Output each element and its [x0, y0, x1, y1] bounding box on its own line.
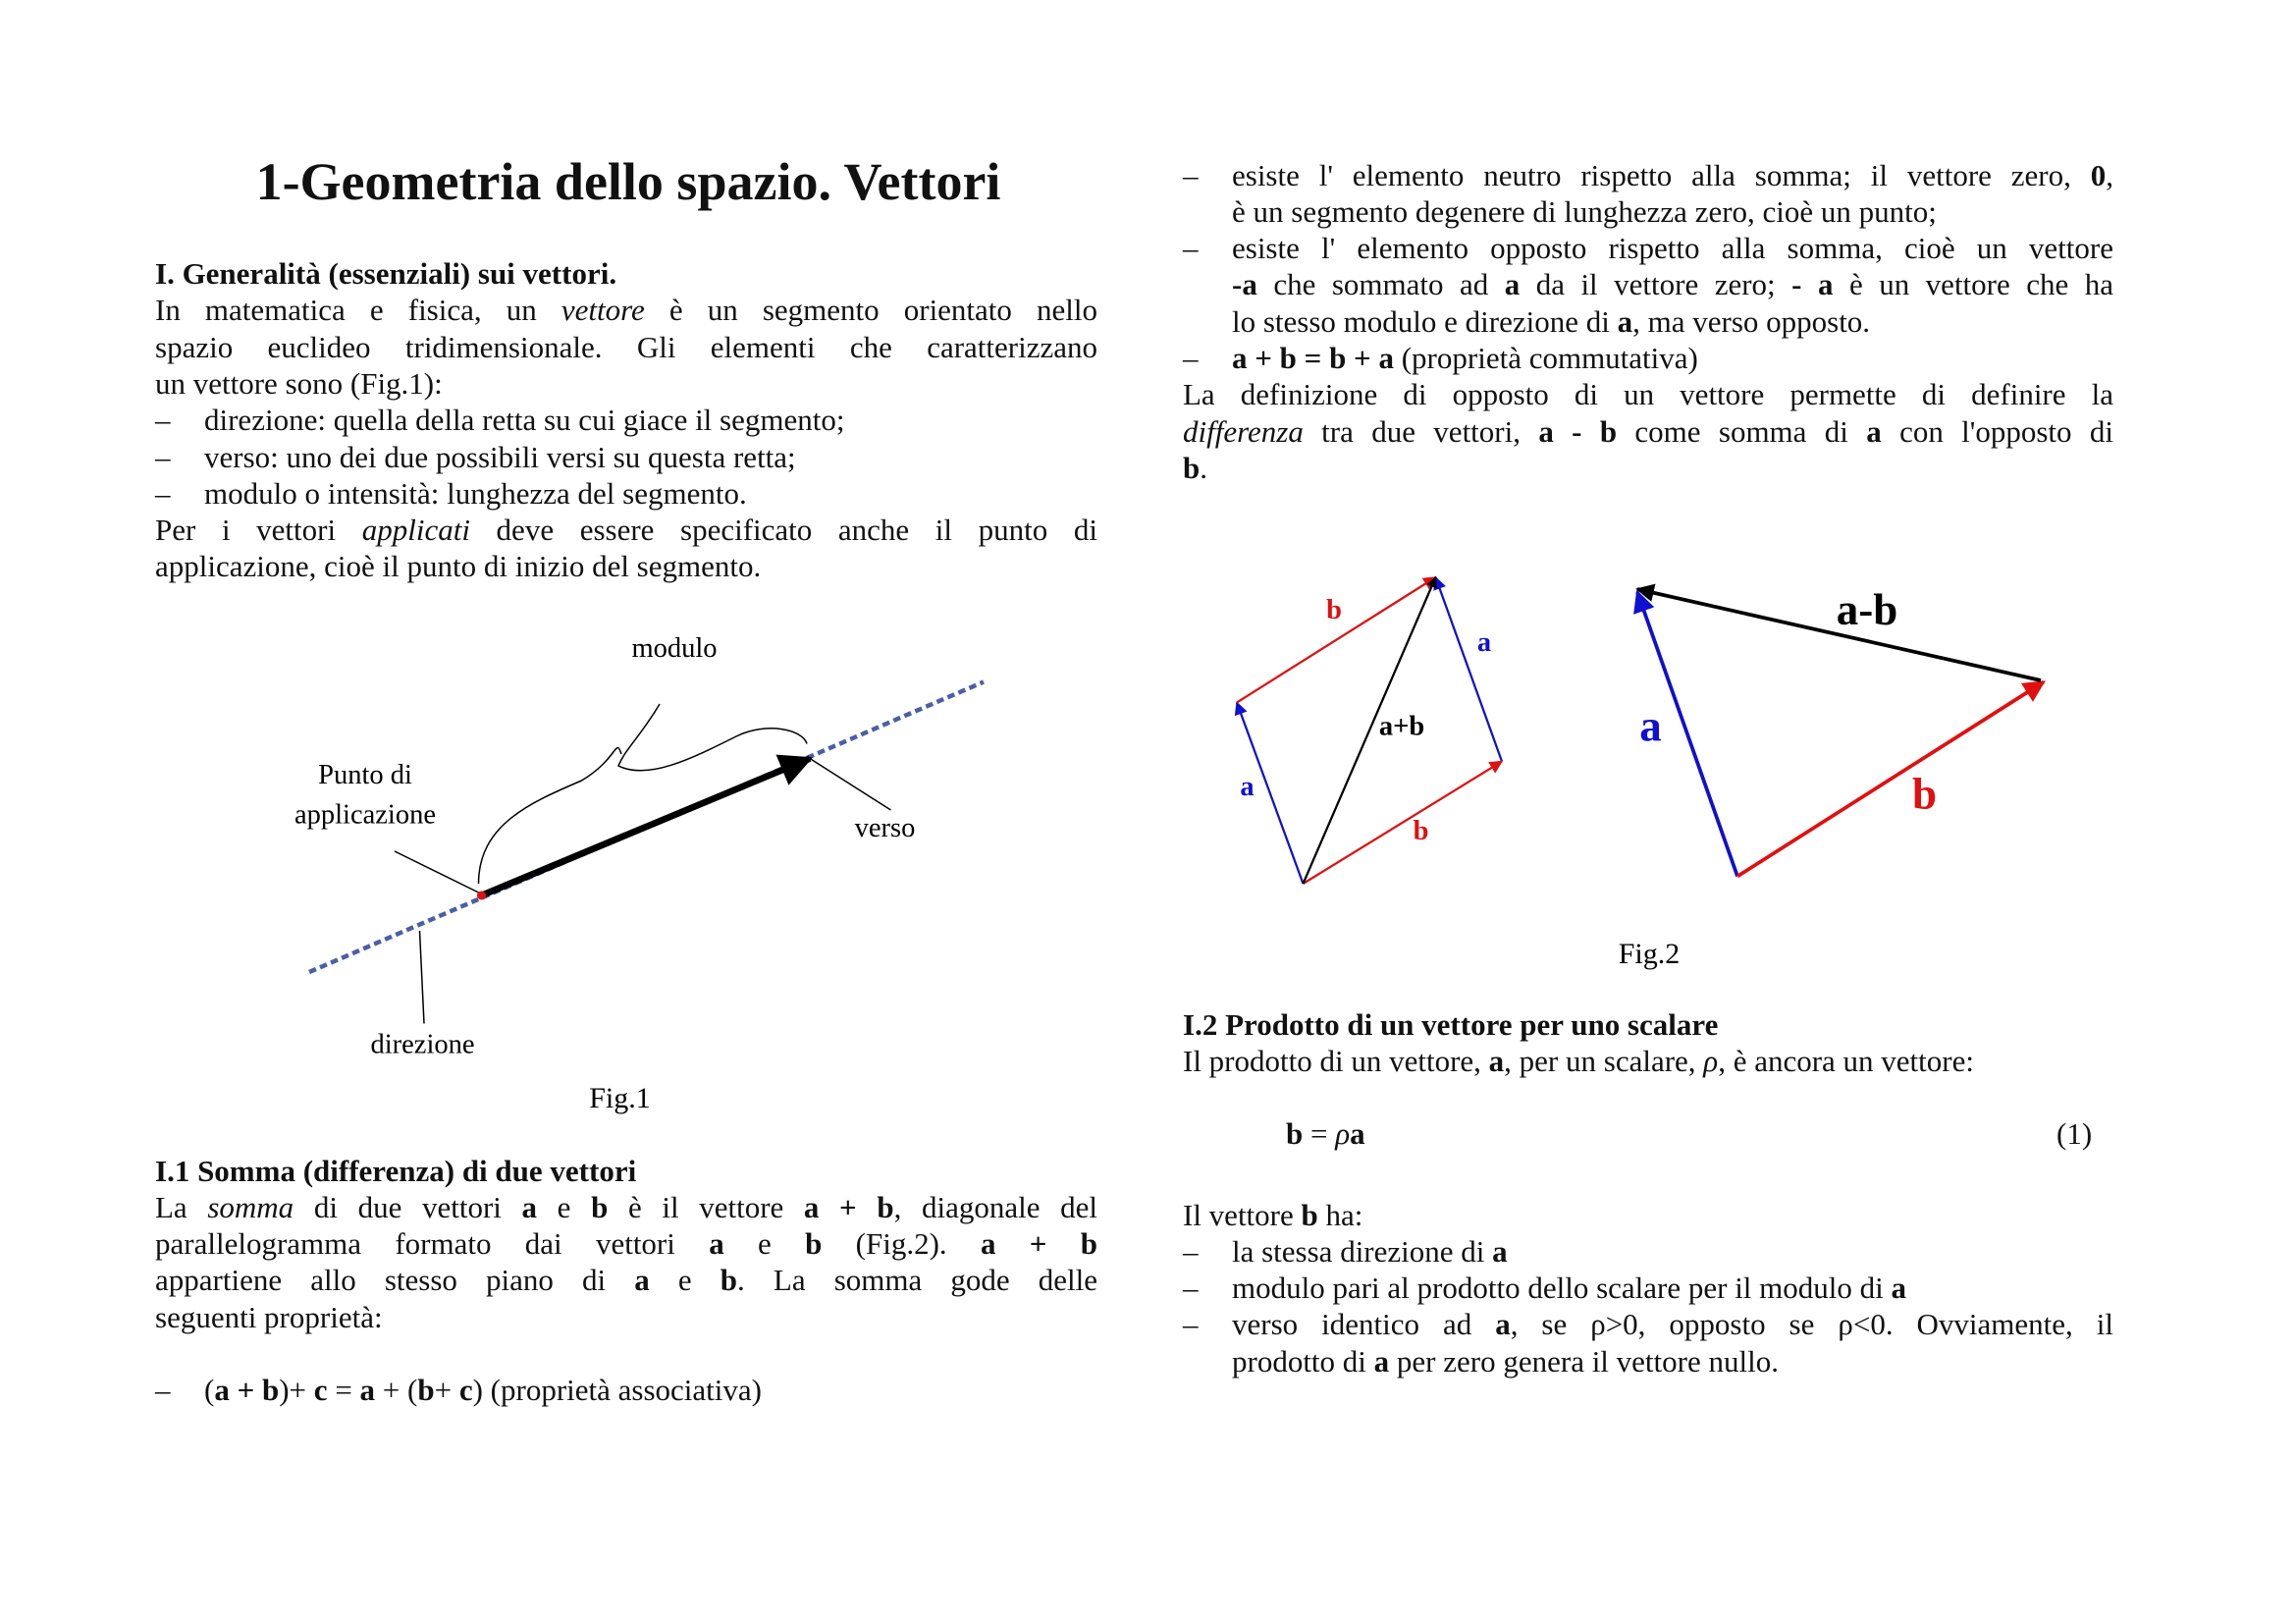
- text-run: +: [434, 1373, 459, 1408]
- text-run: con l'opposto di: [1881, 413, 2113, 449]
- text-run: differenza: [1183, 413, 1304, 449]
- text-run: 0: [2090, 157, 2107, 192]
- text-run: ) (proprietà associativa): [472, 1373, 762, 1408]
- text-run: b: [805, 1226, 823, 1262]
- text-run: tra due vettori,: [1303, 413, 1539, 449]
- text-run: deve essere specificato anche il punto di: [469, 513, 1097, 548]
- figure-2: [1237, 577, 2044, 970]
- text-run: , se ρ>0, opposto se ρ<0. Ovviamente, il: [1510, 1307, 2113, 1342]
- text-run: b: [1286, 1116, 1304, 1151]
- bullet-dash: –: [1183, 157, 1199, 192]
- text-run: a: [1504, 267, 1521, 302]
- text-run: b: [1183, 450, 1201, 485]
- text-run: applicati: [361, 513, 470, 548]
- text-run: a: [1495, 1307, 1511, 1342]
- fig1-caption: Fig.1: [589, 1082, 651, 1114]
- text-run: prodotto di: [1232, 1343, 1374, 1379]
- text-run: modulo pari al prodotto dello scalare per il modulo di: [1232, 1271, 1892, 1306]
- text-run: ρ: [1335, 1116, 1351, 1151]
- verso-leader: [810, 759, 891, 811]
- text-run: )+: [279, 1373, 314, 1408]
- text-run: e: [723, 1226, 806, 1262]
- text-run: la stessa direzione di: [1232, 1233, 1493, 1269]
- text-run: modulo o intensità: lunghezza del segmento.: [204, 475, 747, 511]
- text-run: I.1 Somma (differenza) di due vettori: [155, 1153, 637, 1188]
- text-run: seguenti proprietà:: [155, 1299, 383, 1334]
- text-run: applicazione, cioè il punto di inizio del segmento.: [155, 549, 762, 584]
- bullet-dash: –: [1183, 1271, 1199, 1306]
- text-run: a + b = b + a: [1232, 341, 1394, 375]
- text-run: a: [634, 1263, 650, 1298]
- text-run: (proprietà commutativa): [1393, 341, 1698, 375]
- equation-number: (1): [2056, 1116, 2093, 1151]
- text-run: è il vettore: [608, 1189, 804, 1224]
- bullet-dash: –: [155, 1373, 171, 1408]
- text-run: (Fig.2).: [822, 1226, 981, 1262]
- vector-b-bottom: [1304, 762, 1503, 885]
- modulo-brace: [479, 704, 808, 884]
- text-run: , per un scalare,: [1504, 1044, 1704, 1079]
- text-run: da il vettore zero;: [1520, 267, 1792, 302]
- text-run: Il prodotto di un vettore,: [1183, 1044, 1489, 1079]
- vector-b-big: [1737, 682, 2044, 877]
- text-run: esiste l' elemento neutro rispetto alla somma; il vettore zero,: [1232, 157, 2091, 192]
- text-run: spazio euclideo tridimensionale. Gli elementi che caratterizzano: [155, 329, 1097, 364]
- text-run: ,: [2106, 157, 2113, 192]
- text-run: a: [1373, 1343, 1390, 1379]
- text-run: e: [649, 1263, 721, 1298]
- text-run: ρ: [1703, 1044, 1719, 1079]
- text-run: un vettore sono (Fig.1):: [155, 365, 443, 401]
- text-run: a: [1488, 1044, 1505, 1079]
- figure-1: [294, 633, 984, 1114]
- text-run: In matematica e fisica, un: [155, 293, 561, 328]
- text-run: - a: [1791, 267, 1834, 302]
- text-run: =: [1303, 1116, 1336, 1151]
- label-modulo: modulo: [631, 633, 718, 664]
- text-run: .: [1200, 450, 1207, 485]
- text-run: b: [417, 1373, 435, 1408]
- text-run: ha:: [1317, 1197, 1363, 1232]
- label-punto-1: Punto di: [318, 760, 412, 790]
- text-run: a: [1492, 1233, 1508, 1269]
- text-run: appartiene allo stesso piano di: [155, 1263, 635, 1298]
- text-run: a: [1350, 1116, 1365, 1151]
- label-b-big: b: [1911, 769, 1938, 819]
- vector-arrow: [482, 759, 811, 896]
- text-run: (: [204, 1373, 215, 1408]
- bullet-dash: –: [1183, 1233, 1199, 1269]
- text-run: a + b: [214, 1373, 280, 1408]
- fig2-caption: Fig.2: [1618, 938, 1681, 970]
- text-run: vettore: [561, 293, 645, 328]
- text-run: a: [521, 1189, 538, 1224]
- text-run: I.2 Prodotto di un vettore per uno scalare: [1183, 1007, 1719, 1042]
- text-run: somma: [207, 1189, 294, 1224]
- punto-leader: [395, 851, 479, 893]
- text-run: a + b: [980, 1226, 1098, 1262]
- label-direzione: direzione: [370, 1029, 475, 1060]
- text-run: di due vettori: [294, 1189, 522, 1224]
- text-run: Per i vettori: [155, 513, 362, 548]
- text-run: Il vettore: [1183, 1197, 1302, 1232]
- label-a-big: a: [1639, 701, 1662, 751]
- text-run: verso: uno dei due possibili versi su questa retta;: [204, 439, 796, 474]
- label-b-top: b: [1326, 595, 1342, 625]
- text-run: La: [155, 1189, 208, 1224]
- text-run: -a: [1232, 267, 1257, 302]
- text-run: a: [709, 1226, 724, 1262]
- text-run: a: [1866, 413, 1882, 449]
- text-run: è un segmento degenere di lunghezza zero, cioè un punto;: [1232, 193, 1937, 229]
- label-diff: a-b: [1836, 585, 1898, 634]
- label-punto-2: applicazione: [294, 799, 437, 831]
- bullet-dash: –: [1183, 1307, 1199, 1342]
- text-run: a: [359, 1373, 376, 1408]
- text-run: a + b: [803, 1189, 894, 1224]
- text-run: parallelogramma formato dai vettori: [155, 1226, 710, 1262]
- text-run: c: [458, 1373, 473, 1408]
- text-run: che sommato ad: [1256, 267, 1505, 302]
- label-sum: a+b: [1378, 711, 1425, 742]
- bullet-dash: –: [1183, 341, 1199, 375]
- text-run: a - b: [1538, 413, 1618, 449]
- text-run: direzione: quella della retta su cui giace il segmento;: [204, 403, 845, 438]
- direzione-leader: [420, 931, 425, 1024]
- text-run: I. Generalità (essenziali) sui vettori.: [155, 256, 617, 291]
- text-run: lo stesso modulo e direzione di: [1232, 303, 1618, 339]
- text-run: c: [313, 1373, 328, 1408]
- text-run: è un vettore che ha: [1833, 267, 2113, 302]
- page-title: 1-Geometria dello spazio. Vettori: [255, 152, 1001, 211]
- text-run: e: [537, 1189, 592, 1224]
- bullet-dash: –: [155, 475, 171, 511]
- text-run: . La somma gode delle: [737, 1263, 1098, 1298]
- text-run: a: [1891, 1271, 1907, 1306]
- text-run: verso identico ad: [1232, 1307, 1496, 1342]
- label-verso: verso: [854, 813, 916, 843]
- text-run: , ma verso opposto.: [1632, 303, 1871, 339]
- text-run: esiste l' elemento opposto rispetto alla somma, cioè un vettore: [1232, 231, 2113, 266]
- bullet-dash: –: [1183, 231, 1199, 266]
- text-run: La definizione di opposto di un vettore permette di definire la: [1183, 377, 2113, 412]
- label-a-left: a: [1240, 772, 1255, 802]
- label-b-bottom: b: [1413, 816, 1429, 846]
- text-run: , diagonale del: [893, 1189, 1098, 1224]
- text-run: b: [720, 1263, 738, 1298]
- text-run: a: [1617, 303, 1633, 339]
- text-run: è un segmento orientato nello: [644, 293, 1098, 328]
- text-run: + (: [375, 1373, 418, 1408]
- label-a-right: a: [1476, 627, 1492, 658]
- text-run: b: [591, 1189, 609, 1224]
- text-run: b: [1301, 1197, 1318, 1232]
- text-run: =: [327, 1373, 360, 1408]
- text-run: per zero genera il vettore nullo.: [1389, 1343, 1779, 1379]
- vector-a-right: [1436, 577, 1503, 762]
- bullet-dash: –: [155, 403, 171, 438]
- text-run: , è ancora un vettore:: [1718, 1044, 1974, 1079]
- bullet-dash: –: [155, 439, 171, 474]
- text-run: come somma di: [1617, 413, 1867, 449]
